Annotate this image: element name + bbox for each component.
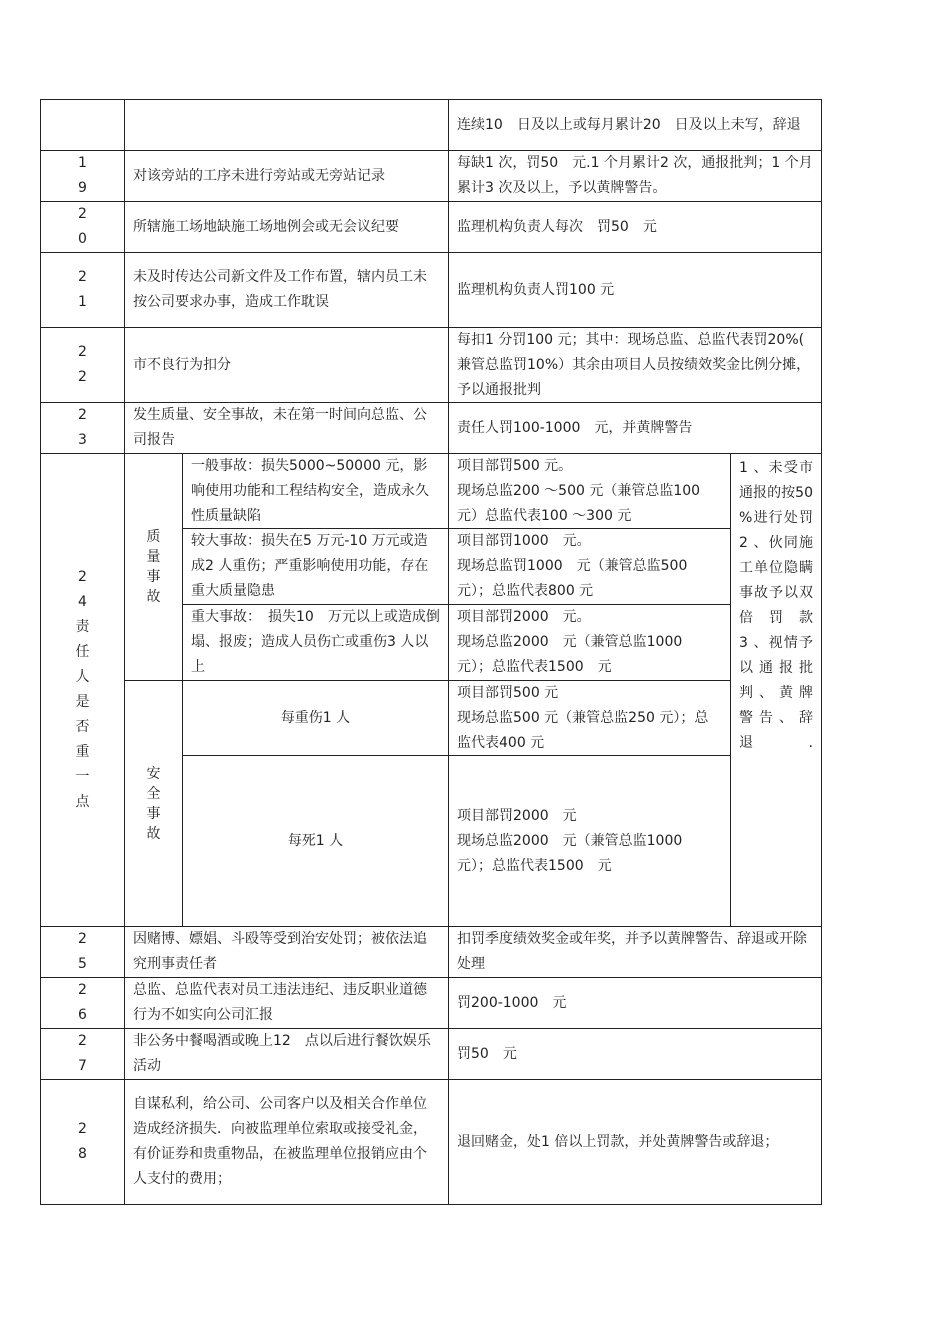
row-number: 21 <box>78 269 87 310</box>
violation-text: 因赌博、嫖娼、斗殴等受到治安处罚；被依法追究刑事责任者 <box>133 931 427 972</box>
accident-desc-cell <box>182 604 449 681</box>
violation-cell <box>124 1028 449 1080</box>
row-number: 28 <box>78 1121 87 1162</box>
penalty-text: 监理机构负责人罚100 元 <box>457 281 615 298</box>
row-number-cell <box>40 1028 125 1080</box>
violation-cell <box>124 1079 449 1205</box>
row-number-cell <box>40 977 125 1029</box>
notes-text: 1 、未受市通报的按50 %进行处罚 2 、伙同施工单位隐瞒事故予以双倍罚款 3 、视情予以通报批判、黄牌 警告、辞退. <box>739 460 813 751</box>
row-number-cell <box>40 327 125 403</box>
row-number-cell <box>40 453 125 927</box>
penalty-text: 每扣1 分罚100 元；其中：现场总监、总监代表罚20%( 兼管总监罚10%）其余由项目人员按绩效奖金比例分摊，予以通报批判 <box>457 331 819 398</box>
violation-text: 对该旁站的工序未进行旁站或无旁站记录 <box>133 167 385 184</box>
accident-penalty-cell <box>448 604 731 681</box>
accident-desc-cell <box>182 680 449 756</box>
accident-desc-cell <box>182 528 449 605</box>
violation-cell <box>124 926 449 978</box>
row-number-cell <box>40 201 125 253</box>
row-number-cell <box>40 99 125 151</box>
row-number: 24 <box>78 569 87 610</box>
violation-cell <box>124 327 449 403</box>
row-number-cell <box>40 150 125 202</box>
violation-cell <box>124 252 449 328</box>
violation-text: 所辖施工场地缺施工场地例会或无会议纪要 <box>133 218 399 235</box>
accident-desc: 一般事故：损失5000~50000 元，影响使用功能和工程结构安全，造成永久性质量缺陷 <box>191 457 429 524</box>
violation-cell <box>124 201 449 253</box>
penalty-text: 连续10 日及以上或每月累计20 日及以上未写，辞退 <box>457 116 801 133</box>
violation-text: 自谋私利，给公司、公司客户以及相关合作单位造成经济损失．向被监理单位索取或接受礼金，有价证券和贵重物品，在被监理单位报销应由个人支付的费用； <box>133 1096 427 1187</box>
violation-cell <box>124 150 449 202</box>
accident-penalty: 项目部罚1000 元。 现场总监罚1000 元（兼管总监500 元）；总监代表800 元 <box>457 533 688 599</box>
penalty-text: 责任人罚100-1000 元，并黄牌警告 <box>457 419 693 436</box>
penalty-cell <box>448 327 822 403</box>
accident-penalty: 项目部罚2000 元 现场总监2000 元（兼管总监1000 元）；总监代表1500 元 <box>457 807 683 874</box>
row-number: 26 <box>78 982 87 1023</box>
accident-penalty: 项目部罚500 元。 现场总监200 ～500 元（兼管总监100 元）总监代表100 ～300 元 <box>457 457 701 524</box>
accident-penalty-cell <box>448 453 731 529</box>
penalty-cell <box>448 201 822 253</box>
row-number: 27 <box>78 1033 87 1074</box>
row-number-cell <box>40 402 125 454</box>
penalty-cell <box>448 402 822 454</box>
violation-text: 发生质量、安全事故，未在第一时间向总监、公司报告 <box>133 407 427 448</box>
accident-desc-cell <box>182 453 449 529</box>
quality-accident-label: 质量事故 <box>146 529 161 605</box>
violation-cell <box>124 977 449 1029</box>
penalty-cell <box>448 1028 822 1080</box>
accident-penalty-cell <box>448 528 731 605</box>
row-number: 19 <box>78 155 87 196</box>
violation-cell <box>124 402 449 454</box>
violation-text: 未及时传达公司新文件及工作布置，辖内员工未按公司要求办事，造成工作耽误 <box>133 269 427 310</box>
penalty-text: 退回赌金，处1 倍以上罚款，并处黄牌警告或辞退； <box>457 1133 779 1150</box>
penalty-text: 罚200-1000 元 <box>457 994 567 1011</box>
penalty-text: 监理机构负责人每次 罚50 元 <box>457 218 657 235</box>
accident-penalty-cell <box>448 755 731 927</box>
accident-penalty-cell <box>448 680 731 756</box>
violation-cell <box>124 99 449 151</box>
row-number: 25 <box>78 931 87 972</box>
penalty-cell <box>448 926 822 978</box>
accident-desc: 较大事故：损失在5 万元-10 万元或造成2 人重伤；严重影响使用功能，存在重大质量隐患 <box>191 533 429 599</box>
row-number-cell <box>40 1079 125 1205</box>
row-number: 22 <box>78 344 87 385</box>
penalty-text: 罚50 元 <box>457 1045 517 1062</box>
accident-penalty: 项目部罚500 元 现场总监500 元（兼管总监250 元）；总监代表400 元 <box>457 684 709 751</box>
accident-desc: 重大事故： 损失10 万元以上或造成倒塌、报废；造成人员伤亡或重伤3 人以上 <box>191 609 440 675</box>
notes-cell <box>730 453 822 927</box>
violation-text: 总监、总监代表对员工违法违纪、违反职业道德行为不如实向公司汇报 <box>133 982 427 1023</box>
quality-accident-label-cell <box>124 453 183 681</box>
row-number: 20 <box>78 206 87 247</box>
safety-accident-label: 安全事故 <box>146 765 161 842</box>
penalty-cell <box>448 99 822 151</box>
violation-text: 非公务中餐喝酒或晚上12 点以后进行餐饮娱乐活动 <box>133 1033 431 1074</box>
penalty-text: 每缺1 次，罚50 元.1 个月累计2 次，通报批判；1 个月累计3 次及以上，予以黄牌警告。 <box>457 155 813 196</box>
accident-desc: 每重伤1 人 <box>280 709 351 726</box>
row-number-cell <box>40 926 125 978</box>
penalty-cell <box>448 1079 822 1205</box>
safety-accident-label-cell <box>124 680 183 927</box>
penalty-cell <box>448 252 822 328</box>
penalty-cell <box>448 977 822 1029</box>
row-number-cell <box>40 252 125 328</box>
accident-penalty: 项目部罚2000 元。 现场总监2000 元（兼管总监1000 元）；总监代表1500 元 <box>457 609 683 675</box>
penalty-cell <box>448 150 822 202</box>
penalty-text: 扣罚季度绩效奖金或年奖，并予以黄牌警告、辞退或开除处理 <box>457 931 807 972</box>
accident-desc: 每死1 人 <box>287 832 344 849</box>
violation-text: 市不良行为扣分 <box>133 356 231 373</box>
row-label: 责任人是否重一点 <box>75 619 90 810</box>
accident-desc-cell <box>182 755 449 927</box>
row-number: 23 <box>78 407 87 448</box>
